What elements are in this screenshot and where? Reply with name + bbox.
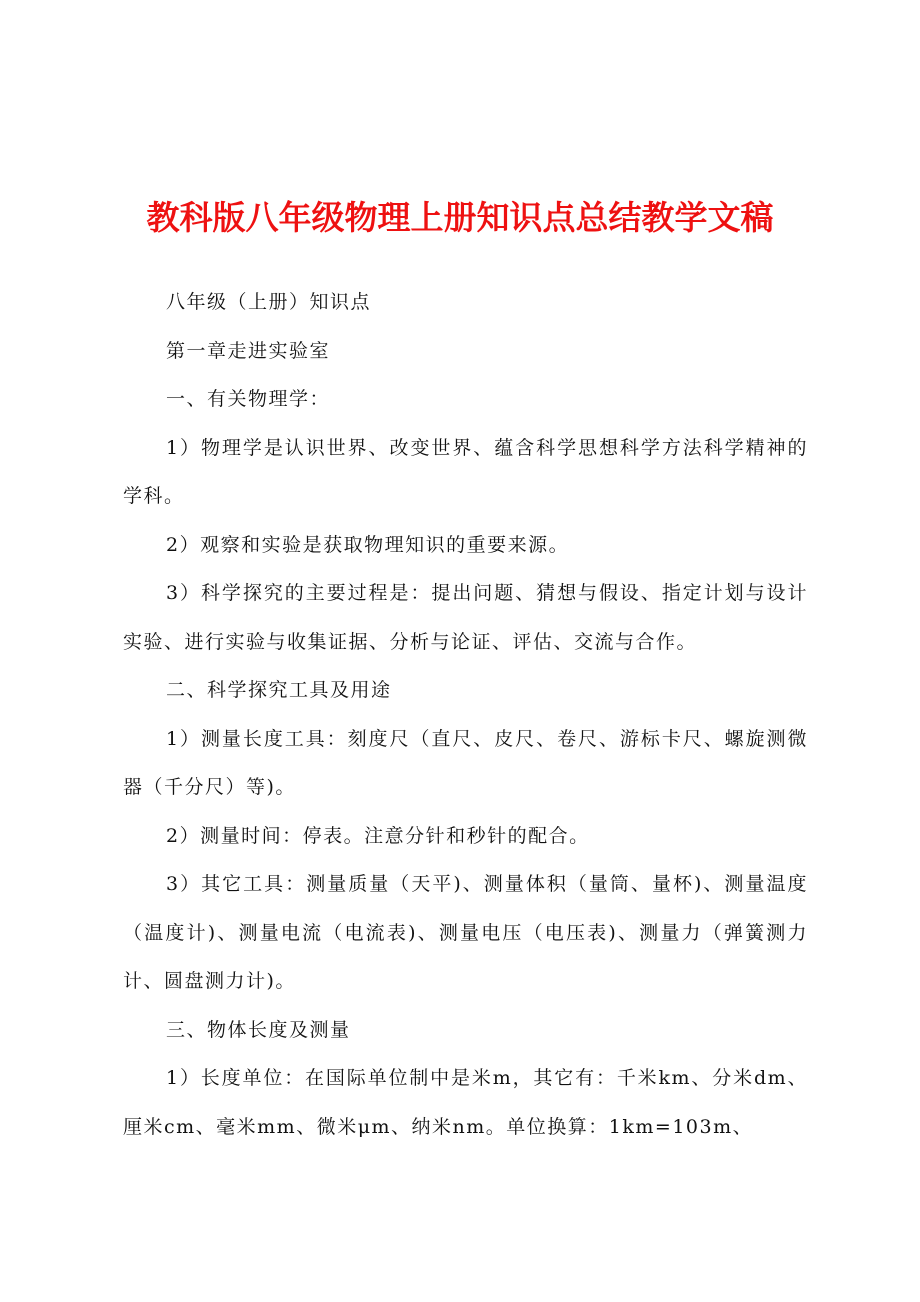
paragraph-item: 1）长度单位：在国际单位制中是米m，其它有：千米km、分米dm、厘米cm、毫米mm、微米μm、纳米nm。单位换算：1km=103m、 (123, 1067, 808, 1138)
paragraph-item: 3）科学探究的主要过程是：提出问题、猜想与假设、指定计划与设计实验、进行实验与收集证据、分析与论证、评估、交流与合作。 (123, 582, 808, 653)
paragraph-item: 1）物理学是认识世界、改变世界、蕴含科学思想科学方法科学精神的学科。 (123, 436, 808, 507)
paragraph-heading-grade: 八年级（上册）知识点 (166, 291, 372, 313)
paragraph-section-2: 二、科学探究工具及用途 (166, 679, 392, 701)
paragraph-item: 2）观察和实验是获取物理知识的重要来源。 (166, 533, 570, 556)
document-body (123, 278, 808, 1151)
paragraph-item: 2）测量时间：停表。注意分针和秒针的配合。 (166, 824, 590, 847)
paragraph-chapter-1: 第一章走进实验室 (166, 339, 331, 362)
document-title: 教科版八年级物理上册知识点总结教学文稿 (146, 198, 774, 237)
paragraph-item: 1）测量长度工具：刻度尺（直尺、皮尺、卷尺、游标卡尺、螺旋测微器（千分尺）等)。 (123, 727, 808, 798)
paragraph-section-3: 三、物体长度及测量 (166, 1018, 351, 1041)
paragraph-section-1: 一、有关物理学： (166, 388, 331, 410)
paragraph-item: 3）其它工具：测量质量（天平)、测量体积（量筒、量杯)、测量温度（温度计)、测量电流（电流表)、测量电压（电压表)、测量力（弹簧测力计、圆盘测力计)。 (123, 873, 808, 992)
